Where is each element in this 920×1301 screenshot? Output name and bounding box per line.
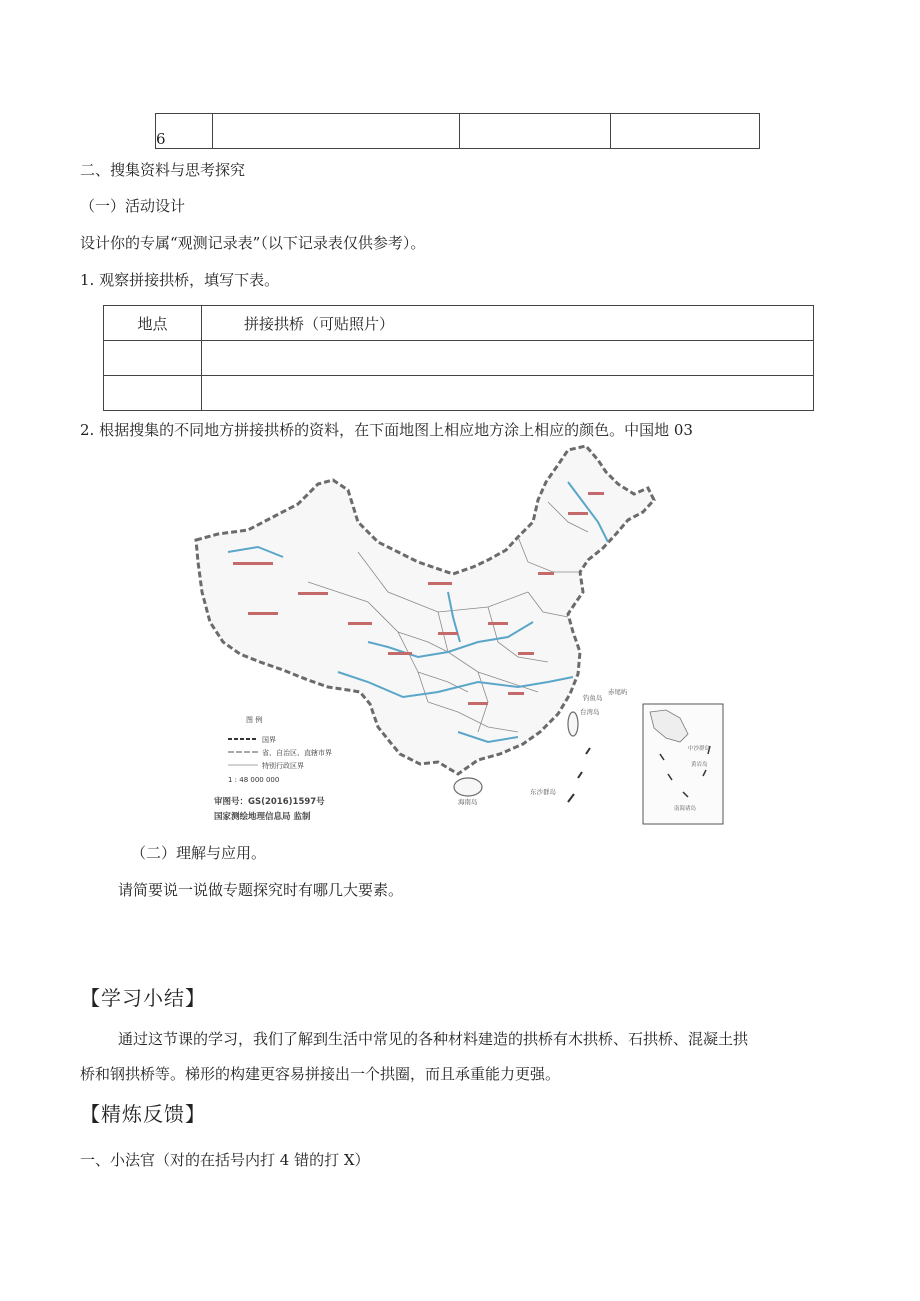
table-cell (460, 114, 611, 149)
summary-line: 桥和钢拱桥等。梯形的构建更容易拼接出一个拱圈，而且承重能力更强。 (80, 1065, 561, 1083)
question: 请简要说一说做专题探究时有哪几大要素。 (118, 881, 404, 899)
south-china-sea-inset (643, 704, 723, 824)
observation-table (103, 305, 814, 411)
task1: 1. 观察拼接拱桥，填写下表。 (80, 271, 280, 289)
legend-item: 省、自治区、直辖市界 (262, 749, 332, 757)
island-label: 东沙群岛 (530, 788, 556, 796)
summary-title: 【学习小结】 (80, 986, 206, 1010)
island-label: 台湾岛 (580, 708, 600, 716)
map-agency: 国家测绘地理信息局 监制 (214, 812, 311, 822)
china-map (188, 442, 728, 827)
summary-paragraph (80, 1022, 840, 1092)
understanding-title: （二）理解与应用。 (131, 844, 267, 862)
approval-number: 审图号：GS(2016)1597号 (214, 797, 325, 807)
table-cell[interactable] (202, 376, 814, 411)
island-label: 赤尾屿 (608, 688, 628, 696)
top-table (155, 113, 760, 149)
table-cell[interactable] (202, 341, 814, 376)
table-cell (213, 114, 460, 149)
legend-title: 图 例 (246, 716, 263, 724)
table-cell[interactable] (104, 341, 202, 376)
nine-dash-marks (568, 748, 590, 802)
taiwan-island (568, 712, 578, 736)
table-cell[interactable] (104, 376, 202, 411)
island-label: 中沙群岛 (688, 746, 711, 752)
map-legend (228, 715, 332, 784)
row-number-cell (156, 114, 213, 149)
island-label: 南海诸岛 (674, 806, 697, 812)
feedback-title: 【精炼反馈】 (80, 1102, 206, 1126)
map-scale: 1 : 48 000 000 (228, 776, 280, 784)
header-bridge: 拼接拱桥（可贴照片） (202, 306, 814, 341)
hainan-island (454, 778, 482, 796)
island-label: 海南岛 (458, 798, 478, 806)
legend-item: 国界 (262, 736, 276, 744)
design-line: 设计你的专属“观测记录表”（以下记录表仅供参考）。 (80, 234, 426, 252)
island-label: 钓鱼岛 (583, 694, 603, 702)
china-map-svg (188, 442, 728, 827)
row-number: 6 (156, 130, 166, 148)
header-location: 地点 (104, 306, 202, 341)
summary-line: 通过这节课的学习，我们了解到生活中常见的各种材料建造的拱桥有木拱桥、石拱桥、混凝土拱 (118, 1030, 749, 1048)
legend-item: 特别行政区界 (262, 762, 304, 770)
table-cell (611, 114, 760, 149)
feedback-item: 一、小法官（对的在括号内打 4 错的打 X） (80, 1151, 370, 1169)
section2-title: 二、搜集资料与思考探究 (80, 161, 246, 179)
task2: 2. 根据搜集的不同地方拼接拱桥的资料，在下面地图上相应地方涂上相应的颜色。中国地 03 (80, 421, 693, 439)
activity-title: （一）活动设计 (80, 197, 186, 215)
island-label: 黄岩岛 (691, 762, 708, 768)
china-outline (196, 446, 654, 774)
map-credits (214, 796, 325, 822)
